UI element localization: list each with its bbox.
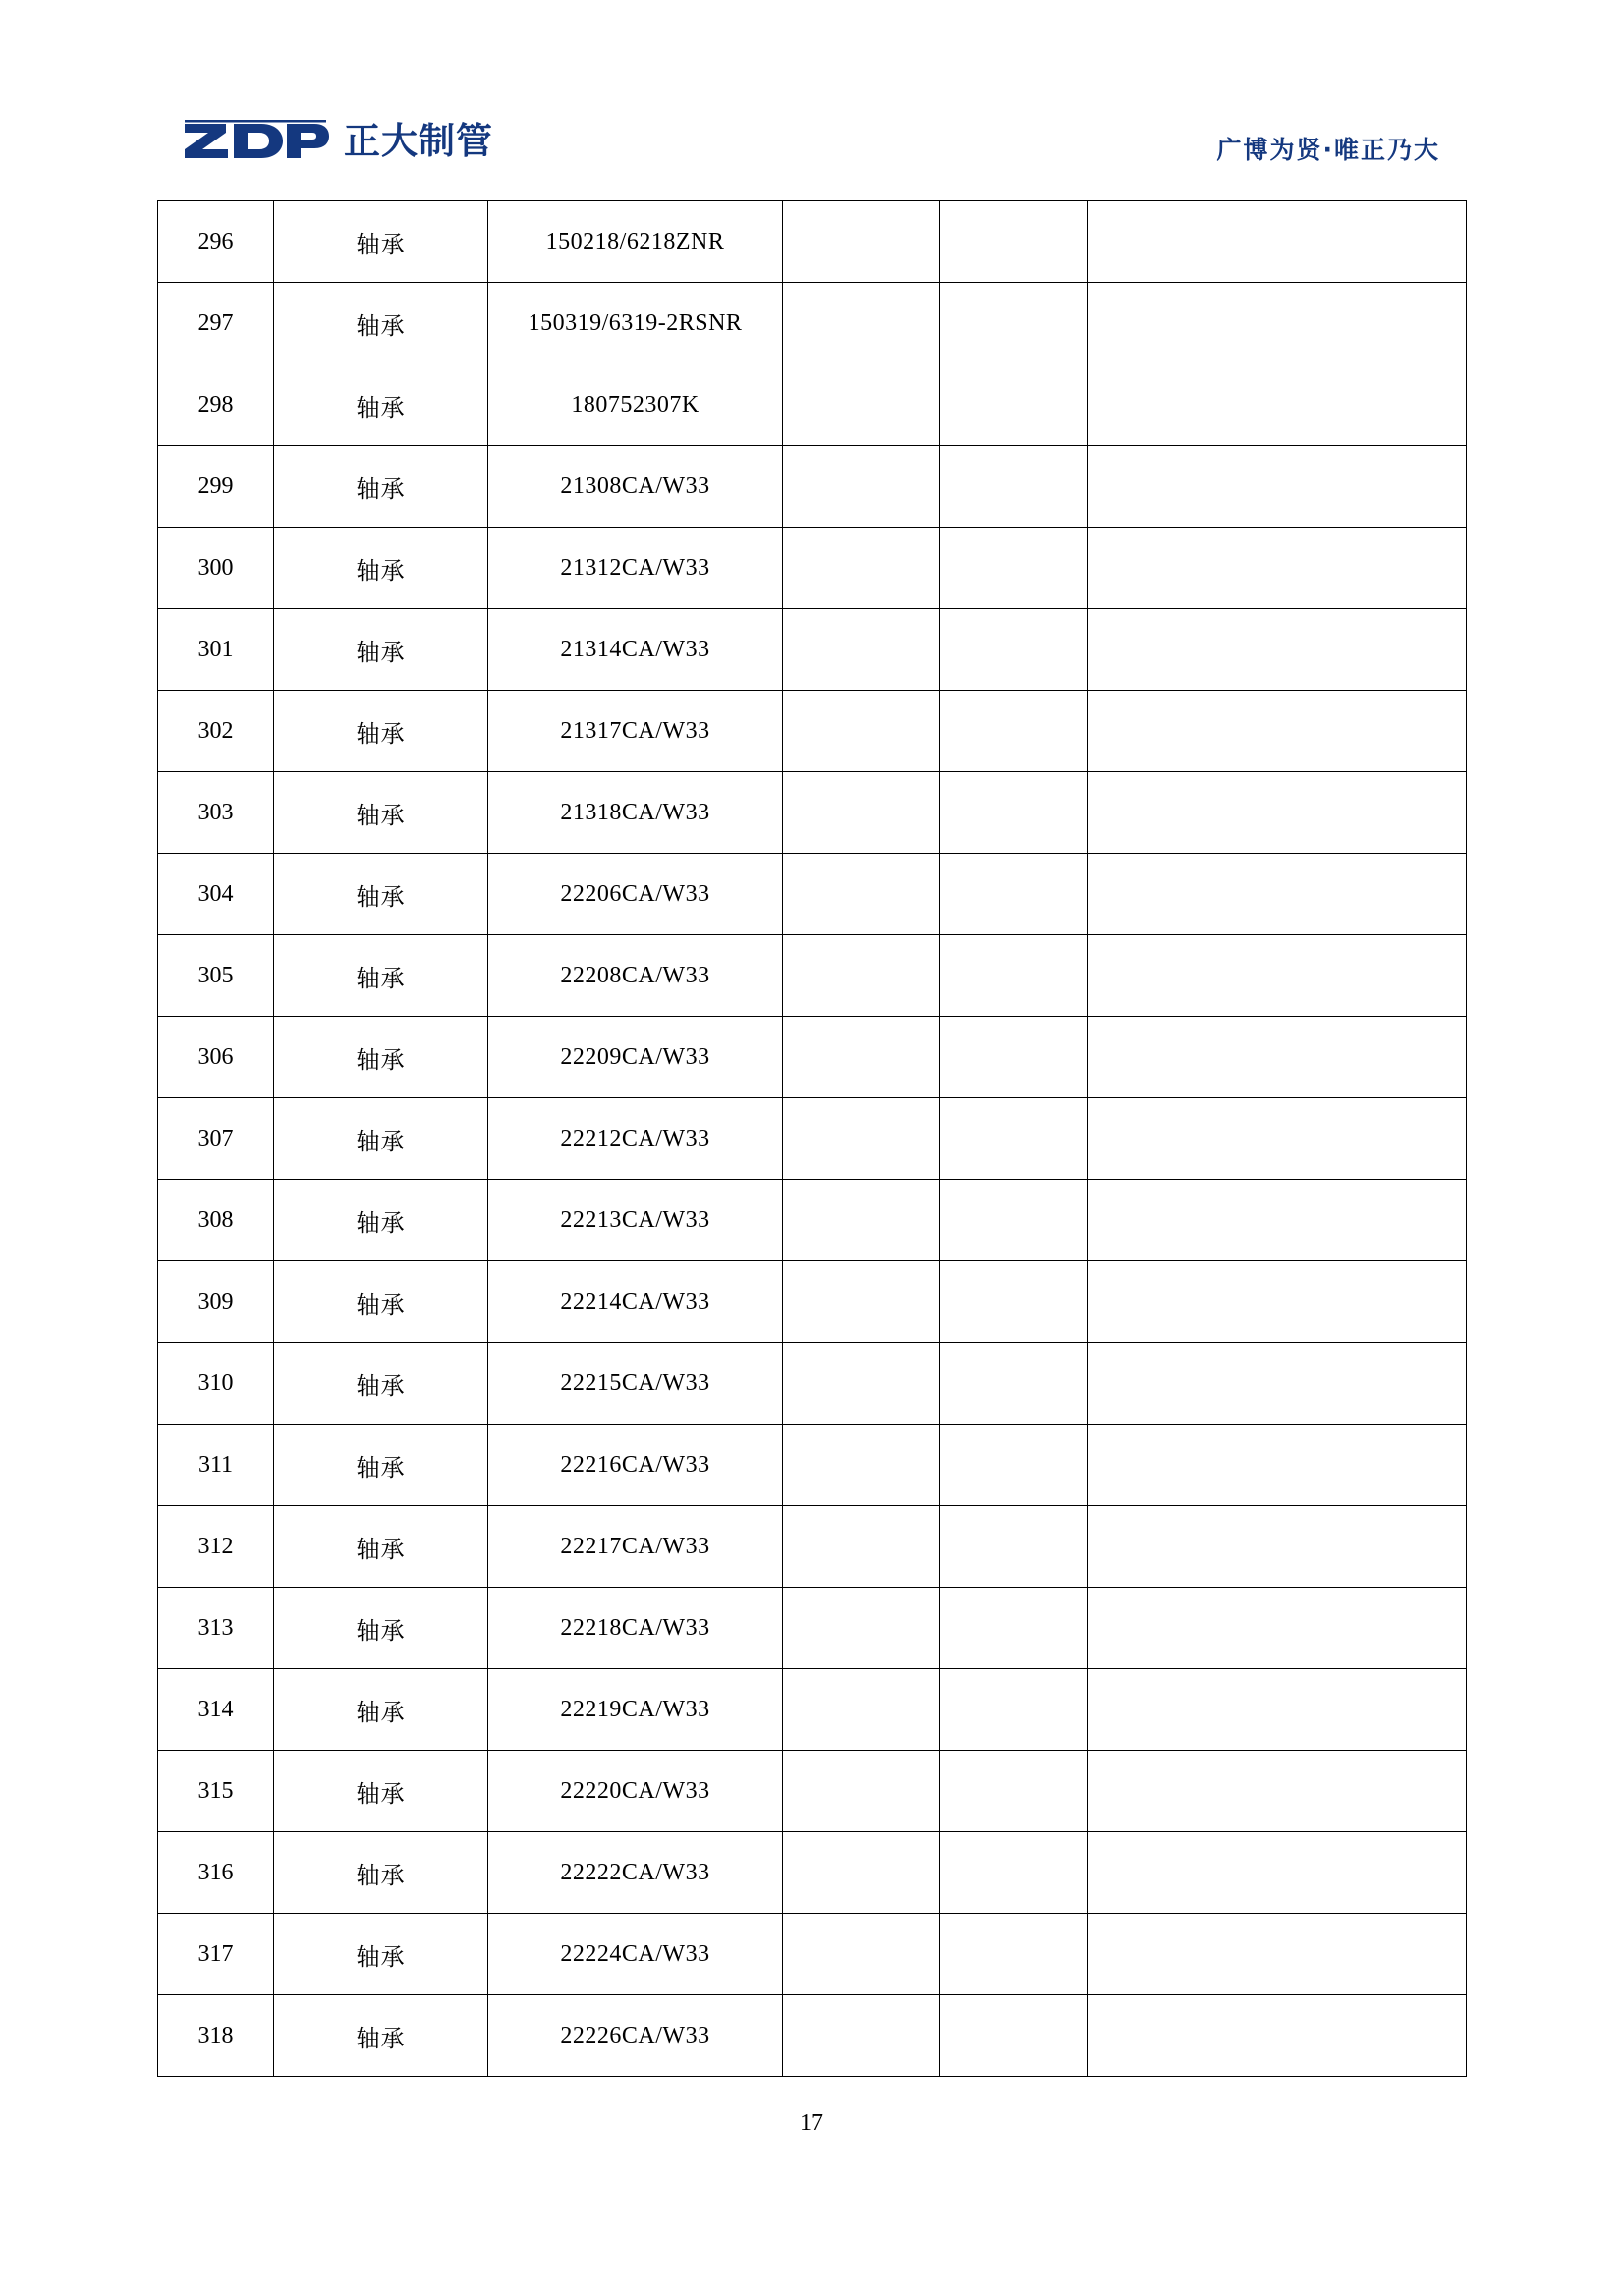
- cell-col4: [783, 935, 940, 1017]
- cell-index: 310: [158, 1343, 274, 1425]
- cell-col4: [783, 1017, 940, 1098]
- table-row: [158, 1343, 1467, 1425]
- cell-name: 轴承: [274, 609, 488, 691]
- company-logo: [183, 120, 493, 161]
- cell-spec: 21308CA/W33: [488, 446, 783, 528]
- cell-col6: [1088, 1751, 1467, 1832]
- cell-col5: [940, 854, 1088, 935]
- parts-table-body: [158, 201, 1467, 2077]
- table-row: [158, 1180, 1467, 1261]
- cell-col6: [1088, 1914, 1467, 1995]
- cell-spec: 22226CA/W33: [488, 1995, 783, 2077]
- page-number: 17: [800, 2110, 823, 2136]
- table-row: [158, 446, 1467, 528]
- cell-spec: 150218/6218ZNR: [488, 201, 783, 283]
- table-row: [158, 1425, 1467, 1506]
- cell-spec: 22222CA/W33: [488, 1832, 783, 1914]
- cell-index: 317: [158, 1914, 274, 1995]
- cell-col5: [940, 609, 1088, 691]
- table-row: [158, 528, 1467, 609]
- cell-col5: [940, 201, 1088, 283]
- cell-col4: [783, 1180, 940, 1261]
- table-row: [158, 1098, 1467, 1180]
- cell-col5: [940, 1914, 1088, 1995]
- cell-name: 轴承: [274, 772, 488, 854]
- cell-col5: [940, 364, 1088, 446]
- cell-col6: [1088, 1261, 1467, 1343]
- cell-name: 轴承: [274, 1017, 488, 1098]
- cell-col6: [1088, 935, 1467, 1017]
- cell-name: 轴承: [274, 854, 488, 935]
- cell-name: 轴承: [274, 1995, 488, 2077]
- cell-spec: 150319/6319-2RSNR: [488, 283, 783, 364]
- cell-col6: [1088, 1180, 1467, 1261]
- cell-col4: [783, 1914, 940, 1995]
- cell-col5: [940, 1995, 1088, 2077]
- cell-col4: [783, 1669, 940, 1751]
- cell-col6: [1088, 609, 1467, 691]
- cell-name: 轴承: [274, 1261, 488, 1343]
- cell-spec: 22216CA/W33: [488, 1425, 783, 1506]
- cell-spec: 22206CA/W33: [488, 854, 783, 935]
- cell-index: 296: [158, 201, 274, 283]
- table-row: [158, 1669, 1467, 1751]
- cell-name: 轴承: [274, 528, 488, 609]
- cell-index: 308: [158, 1180, 274, 1261]
- cell-col5: [940, 1588, 1088, 1669]
- cell-col6: [1088, 364, 1467, 446]
- cell-name: 轴承: [274, 1751, 488, 1832]
- table-row: [158, 1588, 1467, 1669]
- cell-col4: [783, 609, 940, 691]
- cell-col5: [940, 1343, 1088, 1425]
- cell-name: 轴承: [274, 364, 488, 446]
- cell-index: 299: [158, 446, 274, 528]
- table-row: [158, 1914, 1467, 1995]
- cell-col4: [783, 1261, 940, 1343]
- table-row: [158, 854, 1467, 935]
- cell-col4: [783, 528, 940, 609]
- cell-col5: [940, 691, 1088, 772]
- cell-col5: [940, 1098, 1088, 1180]
- cell-col6: [1088, 283, 1467, 364]
- cell-col6: [1088, 1017, 1467, 1098]
- cell-col6: [1088, 854, 1467, 935]
- parts-table-wrapper: [157, 200, 1466, 2077]
- cell-col4: [783, 1343, 940, 1425]
- cell-col5: [940, 1017, 1088, 1098]
- cell-index: 314: [158, 1669, 274, 1751]
- cell-spec: 22209CA/W33: [488, 1017, 783, 1098]
- cell-spec: 22219CA/W33: [488, 1669, 783, 1751]
- cell-spec: 22218CA/W33: [488, 1588, 783, 1669]
- table-row: [158, 935, 1467, 1017]
- cell-index: 316: [158, 1832, 274, 1914]
- table-row: [158, 1995, 1467, 2077]
- cell-name: 轴承: [274, 1588, 488, 1669]
- cell-col6: [1088, 446, 1467, 528]
- company-name-chinese: 正大制管: [344, 119, 493, 162]
- cell-index: 303: [158, 772, 274, 854]
- cell-name: 轴承: [274, 1343, 488, 1425]
- cell-spec: 21317CA/W33: [488, 691, 783, 772]
- cell-index: 297: [158, 283, 274, 364]
- cell-col6: [1088, 772, 1467, 854]
- cell-col5: [940, 1669, 1088, 1751]
- cell-index: 307: [158, 1098, 274, 1180]
- cell-col6: [1088, 1669, 1467, 1751]
- table-row: [158, 691, 1467, 772]
- cell-col5: [940, 446, 1088, 528]
- cell-name: 轴承: [274, 1506, 488, 1588]
- page-header: [0, 0, 1623, 196]
- cell-col5: [940, 1261, 1088, 1343]
- cell-spec: 22215CA/W33: [488, 1343, 783, 1425]
- cell-index: 318: [158, 1995, 274, 2077]
- cell-col4: [783, 1098, 940, 1180]
- cell-index: 306: [158, 1017, 274, 1098]
- cell-spec: 21312CA/W33: [488, 528, 783, 609]
- cell-col5: [940, 1180, 1088, 1261]
- cell-col4: [783, 691, 940, 772]
- cell-col4: [783, 854, 940, 935]
- cell-index: 305: [158, 935, 274, 1017]
- cell-spec: 22220CA/W33: [488, 1751, 783, 1832]
- cell-col4: [783, 1506, 940, 1588]
- table-row: [158, 1751, 1467, 1832]
- cell-spec: 22213CA/W33: [488, 1180, 783, 1261]
- cell-index: 302: [158, 691, 274, 772]
- cell-index: 309: [158, 1261, 274, 1343]
- cell-col5: [940, 528, 1088, 609]
- cell-col6: [1088, 1343, 1467, 1425]
- cell-col4: [783, 364, 940, 446]
- table-row: [158, 364, 1467, 446]
- cell-col5: [940, 1425, 1088, 1506]
- company-slogan: 广博为贤·唯正乃大: [1216, 136, 1440, 164]
- cell-col4: [783, 283, 940, 364]
- cell-spec: 180752307K: [488, 364, 783, 446]
- cell-col6: [1088, 1425, 1467, 1506]
- zdp-logo-icon: [183, 120, 330, 161]
- table-row: [158, 201, 1467, 283]
- cell-col6: [1088, 1098, 1467, 1180]
- cell-index: 311: [158, 1425, 274, 1506]
- cell-name: 轴承: [274, 1098, 488, 1180]
- cell-col4: [783, 1751, 940, 1832]
- table-row: [158, 772, 1467, 854]
- cell-col4: [783, 201, 940, 283]
- cell-index: 301: [158, 609, 274, 691]
- table-row: [158, 1017, 1467, 1098]
- cell-col5: [940, 283, 1088, 364]
- cell-col4: [783, 1425, 940, 1506]
- cell-col5: [940, 935, 1088, 1017]
- table-row: [158, 609, 1467, 691]
- cell-index: 313: [158, 1588, 274, 1669]
- table-row: [158, 1506, 1467, 1588]
- cell-col5: [940, 1506, 1088, 1588]
- cell-col4: [783, 1588, 940, 1669]
- cell-name: 轴承: [274, 691, 488, 772]
- cell-spec: 22208CA/W33: [488, 935, 783, 1017]
- table-row: [158, 1261, 1467, 1343]
- cell-index: 298: [158, 364, 274, 446]
- cell-index: 304: [158, 854, 274, 935]
- cell-spec: 22224CA/W33: [488, 1914, 783, 1995]
- cell-spec: 22212CA/W33: [488, 1098, 783, 1180]
- parts-table: [157, 200, 1467, 2077]
- cell-col4: [783, 772, 940, 854]
- cell-col5: [940, 772, 1088, 854]
- cell-name: 轴承: [274, 1180, 488, 1261]
- cell-col6: [1088, 201, 1467, 283]
- cell-spec: 21318CA/W33: [488, 772, 783, 854]
- cell-name: 轴承: [274, 935, 488, 1017]
- cell-col6: [1088, 691, 1467, 772]
- cell-name: 轴承: [274, 1832, 488, 1914]
- cell-name: 轴承: [274, 446, 488, 528]
- cell-col6: [1088, 1995, 1467, 2077]
- cell-name: 轴承: [274, 1914, 488, 1995]
- cell-col6: [1088, 528, 1467, 609]
- cell-col6: [1088, 1832, 1467, 1914]
- cell-index: 300: [158, 528, 274, 609]
- cell-index: 315: [158, 1751, 274, 1832]
- table-row: [158, 283, 1467, 364]
- cell-spec: 22217CA/W33: [488, 1506, 783, 1588]
- cell-col5: [940, 1832, 1088, 1914]
- cell-name: 轴承: [274, 201, 488, 283]
- cell-name: 轴承: [274, 1425, 488, 1506]
- cell-spec: 22214CA/W33: [488, 1261, 783, 1343]
- cell-col4: [783, 1832, 940, 1914]
- cell-spec: 21314CA/W33: [488, 609, 783, 691]
- cell-name: 轴承: [274, 1669, 488, 1751]
- cell-col4: [783, 1995, 940, 2077]
- cell-col4: [783, 446, 940, 528]
- cell-name: 轴承: [274, 283, 488, 364]
- table-row: [158, 1832, 1467, 1914]
- cell-col6: [1088, 1588, 1467, 1669]
- cell-col6: [1088, 1506, 1467, 1588]
- cell-index: 312: [158, 1506, 274, 1588]
- cell-col5: [940, 1751, 1088, 1832]
